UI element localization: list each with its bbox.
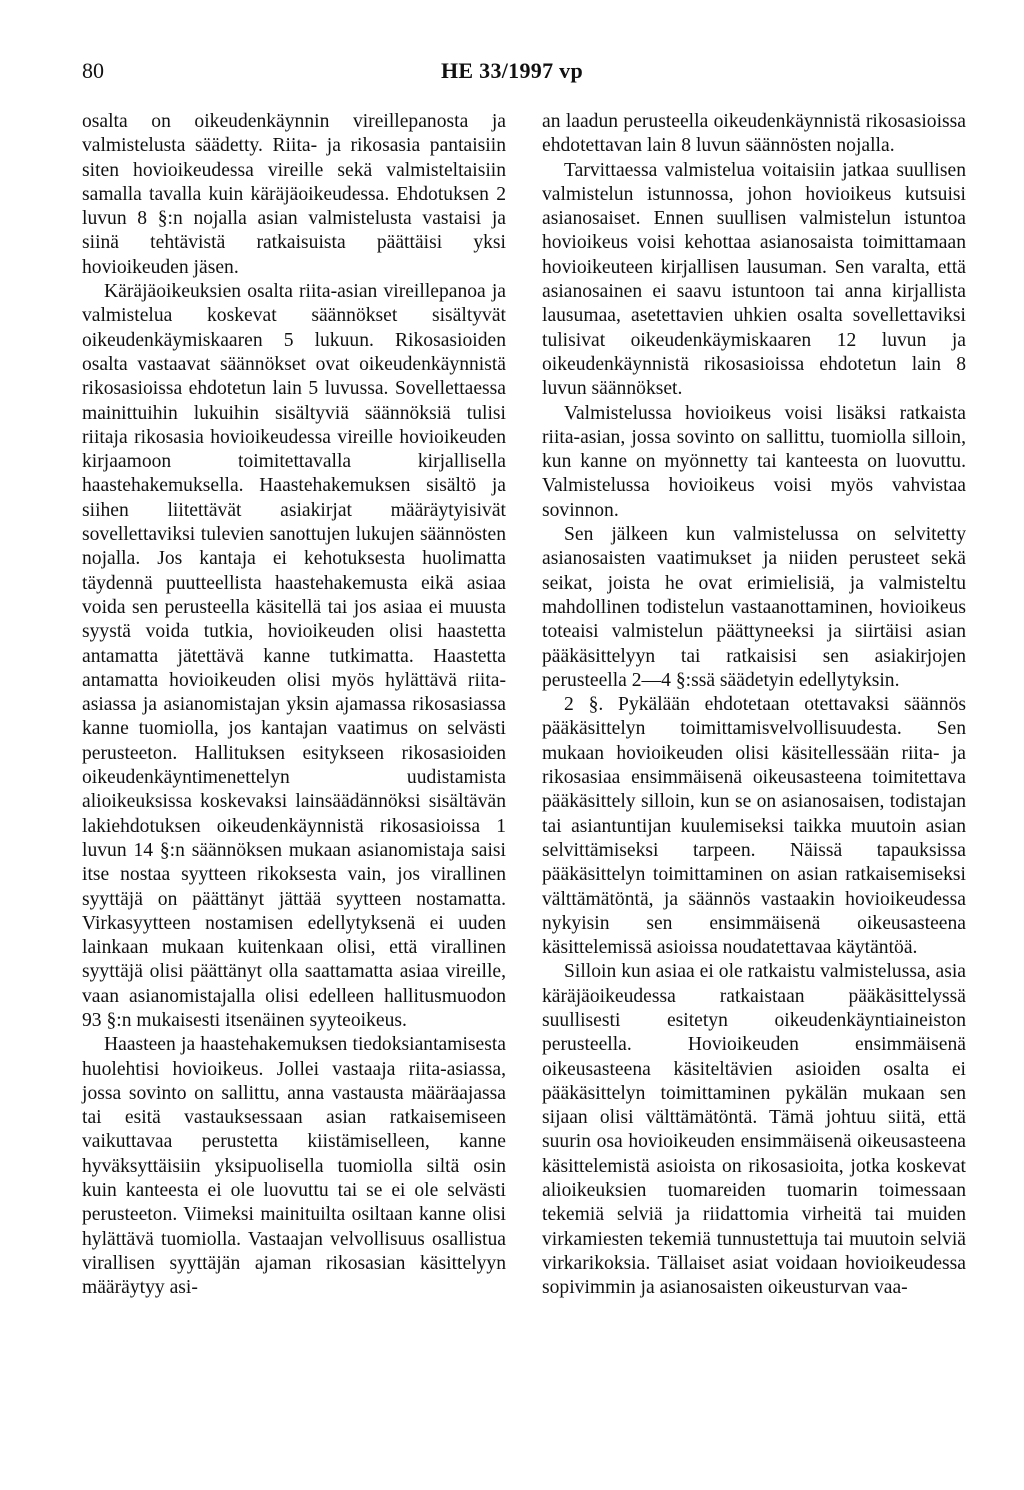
paragraph: Silloin kun asiaa ei ole ratkaistu valmistelussa, asia käräjäoikeudessa ratkaistaan pääkäsittelyssä suullisesti esitetyn oikeudenkäyntiaineiston perusteella. Hovioikeuden ensimmäisenä oikeusasteena käsiteltävien asioiden osalta ei pääkäsittelyn toimittaminen pykälän mukaan sen sijaan olisi välttämätöntä. Tämä johtuu siitä, että suurin osa hovioikeuden ensimmäisenä oikeusasteena käsittelemistä asioista on rikosasioita, jotka koskevat alioikeuksien tuomareiden tuomarin toimessaan tekemiä selviä ja riidattomia virheitä tai muiden virkamiesten tekemiä tunnustettuja tai muutoin selviä virkarikoksia. Tällaiset asiat voidaan hovioikeudessa sopivimmin ja asianosaisten oikeusturvan vaa- bbox=[542, 961, 966, 1299]
right-column bbox=[542, 110, 966, 1301]
paragraph: Käräjäoikeuksien osalta riita-asian vireillepanoa ja valmistelua koskevat säännökset sisältyvät oikeudenkäymiskaaren 5 lukuun. Rikosasioiden osalta vastaavat säännökset ovat oikeudenkäynnistä rikosasioissa ehdotetun lain 5 luvussa. Sovellettaessa mainittuihin lukuihin sisältyviä säännöksiä tulisi riitaja rikosasia hovioikeudessa vireille hovioikeuden kirjaamoon toimitettavalla kirjallisella haastehakemuksella. Haastehakemuksen sisältö ja siihen liitettävät asiakirjat määräytyisivät sovellettaviksi tulevien sanottujen lukujen säännösten nojalla. Jos kantaja ei kehotuksesta huolimatta täydennä puutteellista haastehakemusta eikä asiaa voida sen perusteella käsitellä tai jos asiaa ei muusta syystä voida tutkia, hovioikeuden olisi haastetta antamatta jätettävä kanne tutkimatta. Haastetta antamatta hovioikeuden olisi myös hylättävä riita-asiassa ja asianomistajan yksin ajamassa rikosasiassa kanne tuomiolla, jos kantajan vaatimus on selvästi perusteeton. Hallituksen esitykseen rikosasioiden oikeudenkäyntimenettelyn uudistamista alioikeuksissa koskevaksi lainsäädännöksi sisältävän lakiehdotuksen oikeudenkäynnistä rikosasioissa 1 luvun 14 §:n säännöksen mukaan asianomistaja saisi itse nostaa syytteen rikoksesta vain, jos virallinen syyttäjä on päättänyt jättää syytteen nostamatta. Virkasyytteen nostamisen edellytyksenä ei uuden lainkaan mukaan kuitenkaan olisi, että virallinen syyttäjä olisi päättänyt olla saattamatta asiaa vireille, vaan asianomistajalla olisi edelleen hallitusmuodon 93 §:n mukaisesti itsenäinen syyteoikeus. bbox=[82, 281, 506, 1031]
paragraph: Tarvittaessa valmistelua voitaisiin jatkaa suullisen valmistelun istunnossa, johon hovioikeus kutsuisi asianosaiset. Ennen suullisen valmistelun istuntoa hovioikeus voisi kehottaa asianosaista toimittamaan hovioikeuteen kirjallisen lausuman. Sen varalta, että asianosainen ei saavu istuntoon tai anna kirjallista lausumaa, asetettavien uhkien osalta sovellettaviksi tulisivat oikeudenkäymiskaaren 12 luvun ja oikeudenkäynnistä rikosasioissa ehdotetun lain 8 luvun säännökset. bbox=[542, 159, 966, 400]
paragraph: Haasteen ja haastehakemuksen tiedoksiantamisesta huolehtisi hovioikeus. Jollei vastaaja riita-asiassa, jossa sovinto on sallittu, anna vastausta määräajassa tai esitä vastauksessaan asian ratkaisemiseen vaikuttavaa perustetta kiistämiselleen, kanne hyväksyttäisiin yksipuolisella tuomiolla siltä osin kuin kanteesta ei ole luovuttu tai se ei ole selvästi perusteeton. Viimeksi mainituilta osiltaan kanne olisi hylättävä tuomiolla. Vastaajan velvollisuus osallistua virallisen syyttäjän ajaman rikosasian käsittelyyn määräytyy asi- bbox=[82, 1034, 506, 1299]
page-number: 80 bbox=[82, 58, 104, 83]
paragraph: an laadun perusteella oikeudenkäynnistä rikosasioissa ehdotettavan lain 8 luvun säännösten nojalla. bbox=[542, 111, 966, 157]
paragraph: 2 §. Pykälään ehdotetaan otettavaksi säännös pääkäsittelyn toimittamisvelvollisuudesta. Sen mukaan hovioikeuden olisi käsitellessään riita- ja rikosasiaa ensimmäisenä oikeusasteena toimitettava pääkäsittely silloin, kun se on asianosaisen, todistajan tai asiantuntijan kuulemiseksi taikka muutoin asian selvittämiseksi tarpeen. Näissä tapauksissa pääkäsittelyn toimittaminen on asian ratkaisemiseksi välttämätöntä, ja säännös vastaakin hovioikeudessa nykyisin sen ensimmäisenä oikeusasteena käsittelemissä asioissa noudatettavaa käytäntöä. bbox=[542, 694, 966, 959]
paragraph: Valmistelussa hovioikeus voisi lisäksi ratkaista riita-asian, jossa sovinto on sallittu, tuomiolla silloin, kun kanne on myönnetty tai kanteesta on luovuttu. Valmistelussa hovioikeus voisi myös vahvistaa sovinnon. bbox=[542, 402, 966, 521]
running-head: HE 33/1997 vp bbox=[440, 58, 584, 83]
paragraph: Sen jälkeen kun valmistelussa on selvitetty asianosaisten vaatimukset ja niiden perusteet sekä seikat, joista he ovat erimielisiä, ja valmisteltu mahdollinen todistelun vastaanottaminen, hovioikeus toteaisi valmistelun päättyneeksi ja siirtäisi asian pääkäsittelyyn tai ratkaisisi sen asiakirjojen perusteella 2—4 §:ssä säädetyin edellytyksin. bbox=[542, 524, 966, 691]
left-column bbox=[82, 110, 506, 1301]
paragraph: osalta on oikeudenkäynnin vireillepanosta ja valmistelusta säädetty. Riita- ja rikosasia pantaisiin siten hovioikeudessa vireille sekä valmisteltaisiin samalla tavalla kuin käräjäoikeudessa. Ehdotuksen 2 luvun 8 §:n nojalla asian valmistelusta vastaisi ja siinä tehtävistä ratkaisuista päättäisi yksi hovioikeuden jäsen. bbox=[82, 111, 506, 278]
